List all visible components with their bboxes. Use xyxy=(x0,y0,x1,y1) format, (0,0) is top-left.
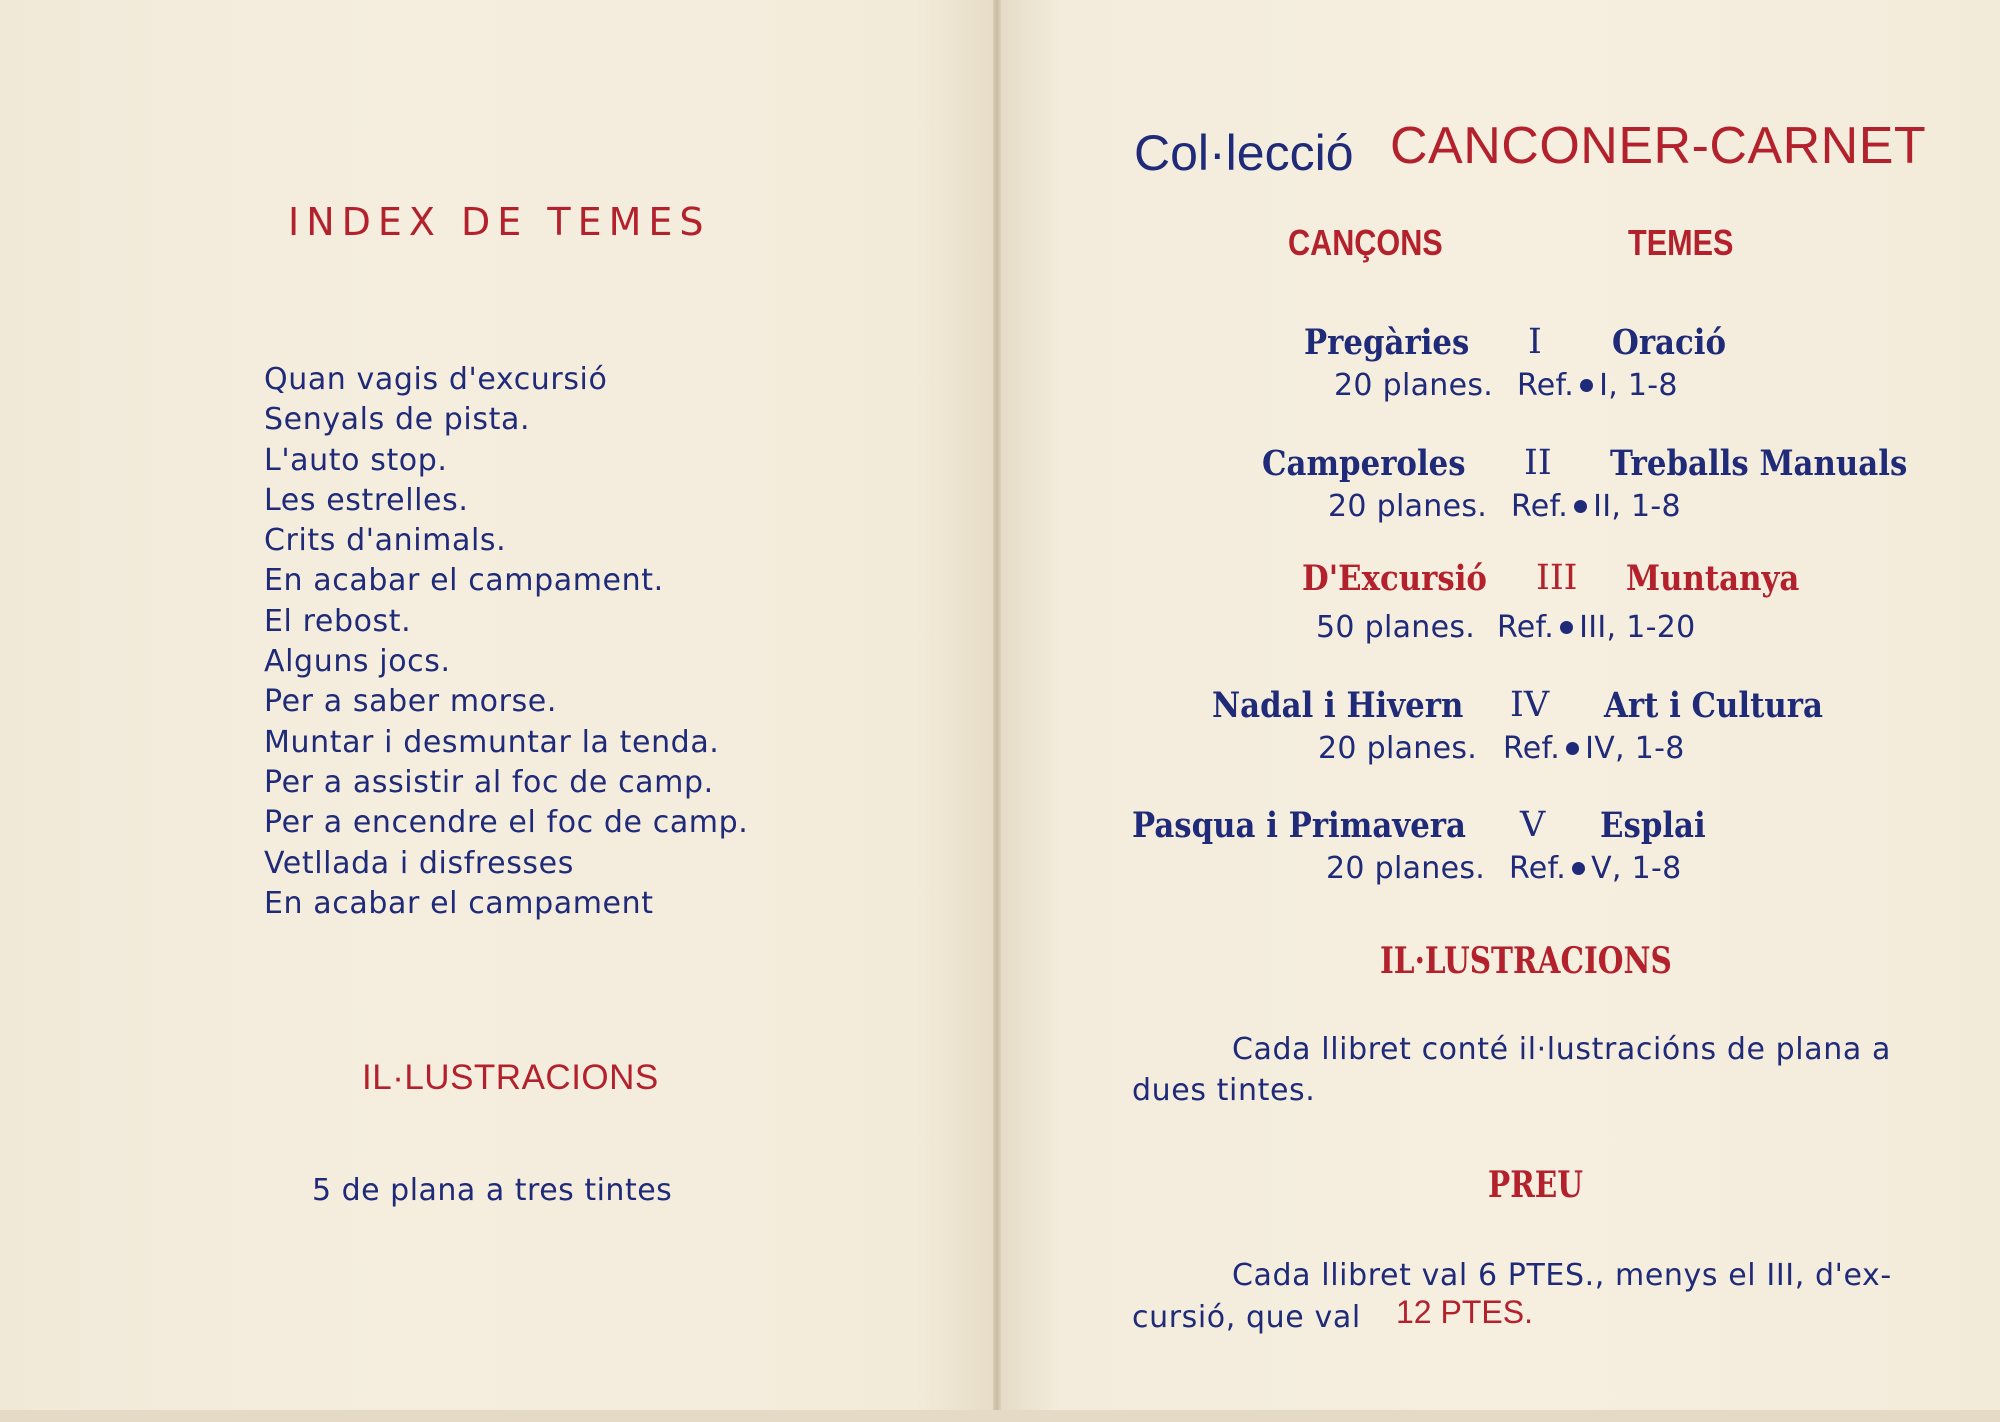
bullet-icon xyxy=(1560,621,1573,634)
list-item: L'auto stop. xyxy=(264,442,448,478)
volume-number: II xyxy=(1524,443,1552,483)
list-item: Senyals de pista. xyxy=(264,402,531,438)
page-count: 20 planes. xyxy=(1326,851,1486,886)
reference xyxy=(1503,731,1685,766)
song-title: Pasqua i Primavera xyxy=(1132,805,1466,846)
collection-label: Col·lecció xyxy=(1134,125,1354,181)
list-item: Quan vagis d'excursió xyxy=(264,362,608,397)
song-title: Nadal i Hivern xyxy=(1212,685,1464,726)
reference xyxy=(1509,851,1681,886)
price-heading: PREU xyxy=(1488,1164,1583,1206)
ref-label: Ref. xyxy=(1511,489,1569,524)
bullet-icon xyxy=(1580,379,1593,392)
list-item: Alguns jocs. xyxy=(264,644,451,680)
bullet-icon xyxy=(1574,500,1587,513)
ref-value: I, 1-8 xyxy=(1599,368,1678,403)
left-illustrations-text: 5 de plana a tres tintes xyxy=(312,1173,673,1208)
list-item: El rebost. xyxy=(264,603,412,639)
bullet-icon xyxy=(1572,862,1585,875)
ref-label: Ref. xyxy=(1517,368,1575,403)
reference xyxy=(1511,489,1681,524)
volume-number: III xyxy=(1536,558,1578,598)
list-item: Muntar i desmuntar la tenda. xyxy=(264,724,720,760)
price-text-line2: cursió, que val xyxy=(1132,1300,1361,1335)
ref-value: IV, 1-8 xyxy=(1585,731,1685,766)
left-illustrations-heading: IL·LUSTRACIONS xyxy=(362,1058,659,1097)
theme-title: Art i Cultura xyxy=(1604,685,1823,726)
list-item: En acabar el campament xyxy=(264,885,654,921)
column-header-themes: TEMES xyxy=(1628,222,1734,263)
theme-title: Esplai xyxy=(1600,805,1706,846)
right-illustrations-heading: IL·LUSTRACIONS xyxy=(1380,940,1672,982)
list-item: Per a assistir al foc de camp. xyxy=(264,764,714,800)
list-item: En acabar el campament. xyxy=(264,563,664,599)
list-item: Per a saber morse. xyxy=(264,684,557,720)
song-title: Camperoles xyxy=(1262,443,1466,484)
page-count: 50 planes. xyxy=(1316,610,1476,645)
bottom-edge xyxy=(0,1410,2000,1422)
ref-label: Ref. xyxy=(1509,851,1567,886)
reference xyxy=(1517,368,1678,403)
index-title: INDEX DE TEMES xyxy=(288,200,711,244)
song-title: Pregàries xyxy=(1304,322,1470,363)
ref-label: Ref. xyxy=(1497,610,1555,645)
page-count: 20 planes. xyxy=(1318,731,1478,766)
volume-number: IV xyxy=(1510,685,1550,725)
volume-number: V xyxy=(1520,805,1546,845)
theme-title: Oració xyxy=(1612,322,1727,363)
song-title: D'Excursió xyxy=(1302,558,1487,599)
page-fold xyxy=(993,0,1001,1422)
ref-label: Ref. xyxy=(1503,731,1561,766)
bullet-icon xyxy=(1566,742,1579,755)
list-item: Per a encendre el foc de camp. xyxy=(264,805,749,841)
volume-number: I xyxy=(1528,322,1542,362)
right-page xyxy=(1000,0,2000,1422)
list-item: Crits d'animals. xyxy=(264,523,507,559)
list-item: Les estrelles. xyxy=(264,482,469,518)
page-count: 20 planes. xyxy=(1334,368,1494,403)
topics-list xyxy=(264,360,748,924)
ref-value: II, 1-8 xyxy=(1593,489,1681,524)
page-count: 20 planes. xyxy=(1328,489,1488,524)
collection-name: CANCONER-CARNET xyxy=(1390,117,1927,175)
ref-value: V, 1-8 xyxy=(1591,851,1682,886)
ref-value: III, 1-20 xyxy=(1579,610,1696,645)
illustrations-text-line2: dues tintes. xyxy=(1132,1073,1316,1108)
illustrations-text-line1: Cada llibret conté il·lustracións de plana a xyxy=(1232,1032,1891,1067)
theme-title: Treballs Manuals xyxy=(1610,443,1908,484)
column-header-songs: CANÇONS xyxy=(1288,222,1443,263)
reference xyxy=(1497,610,1695,645)
price-text-line1: Cada llibret val 6 PTES., menys el III, d'ex- xyxy=(1232,1258,1892,1293)
list-item: Vetllada i disfresses xyxy=(264,845,574,881)
price-value: 12 PTES. xyxy=(1396,1294,1533,1330)
theme-title: Muntanya xyxy=(1626,558,1800,599)
